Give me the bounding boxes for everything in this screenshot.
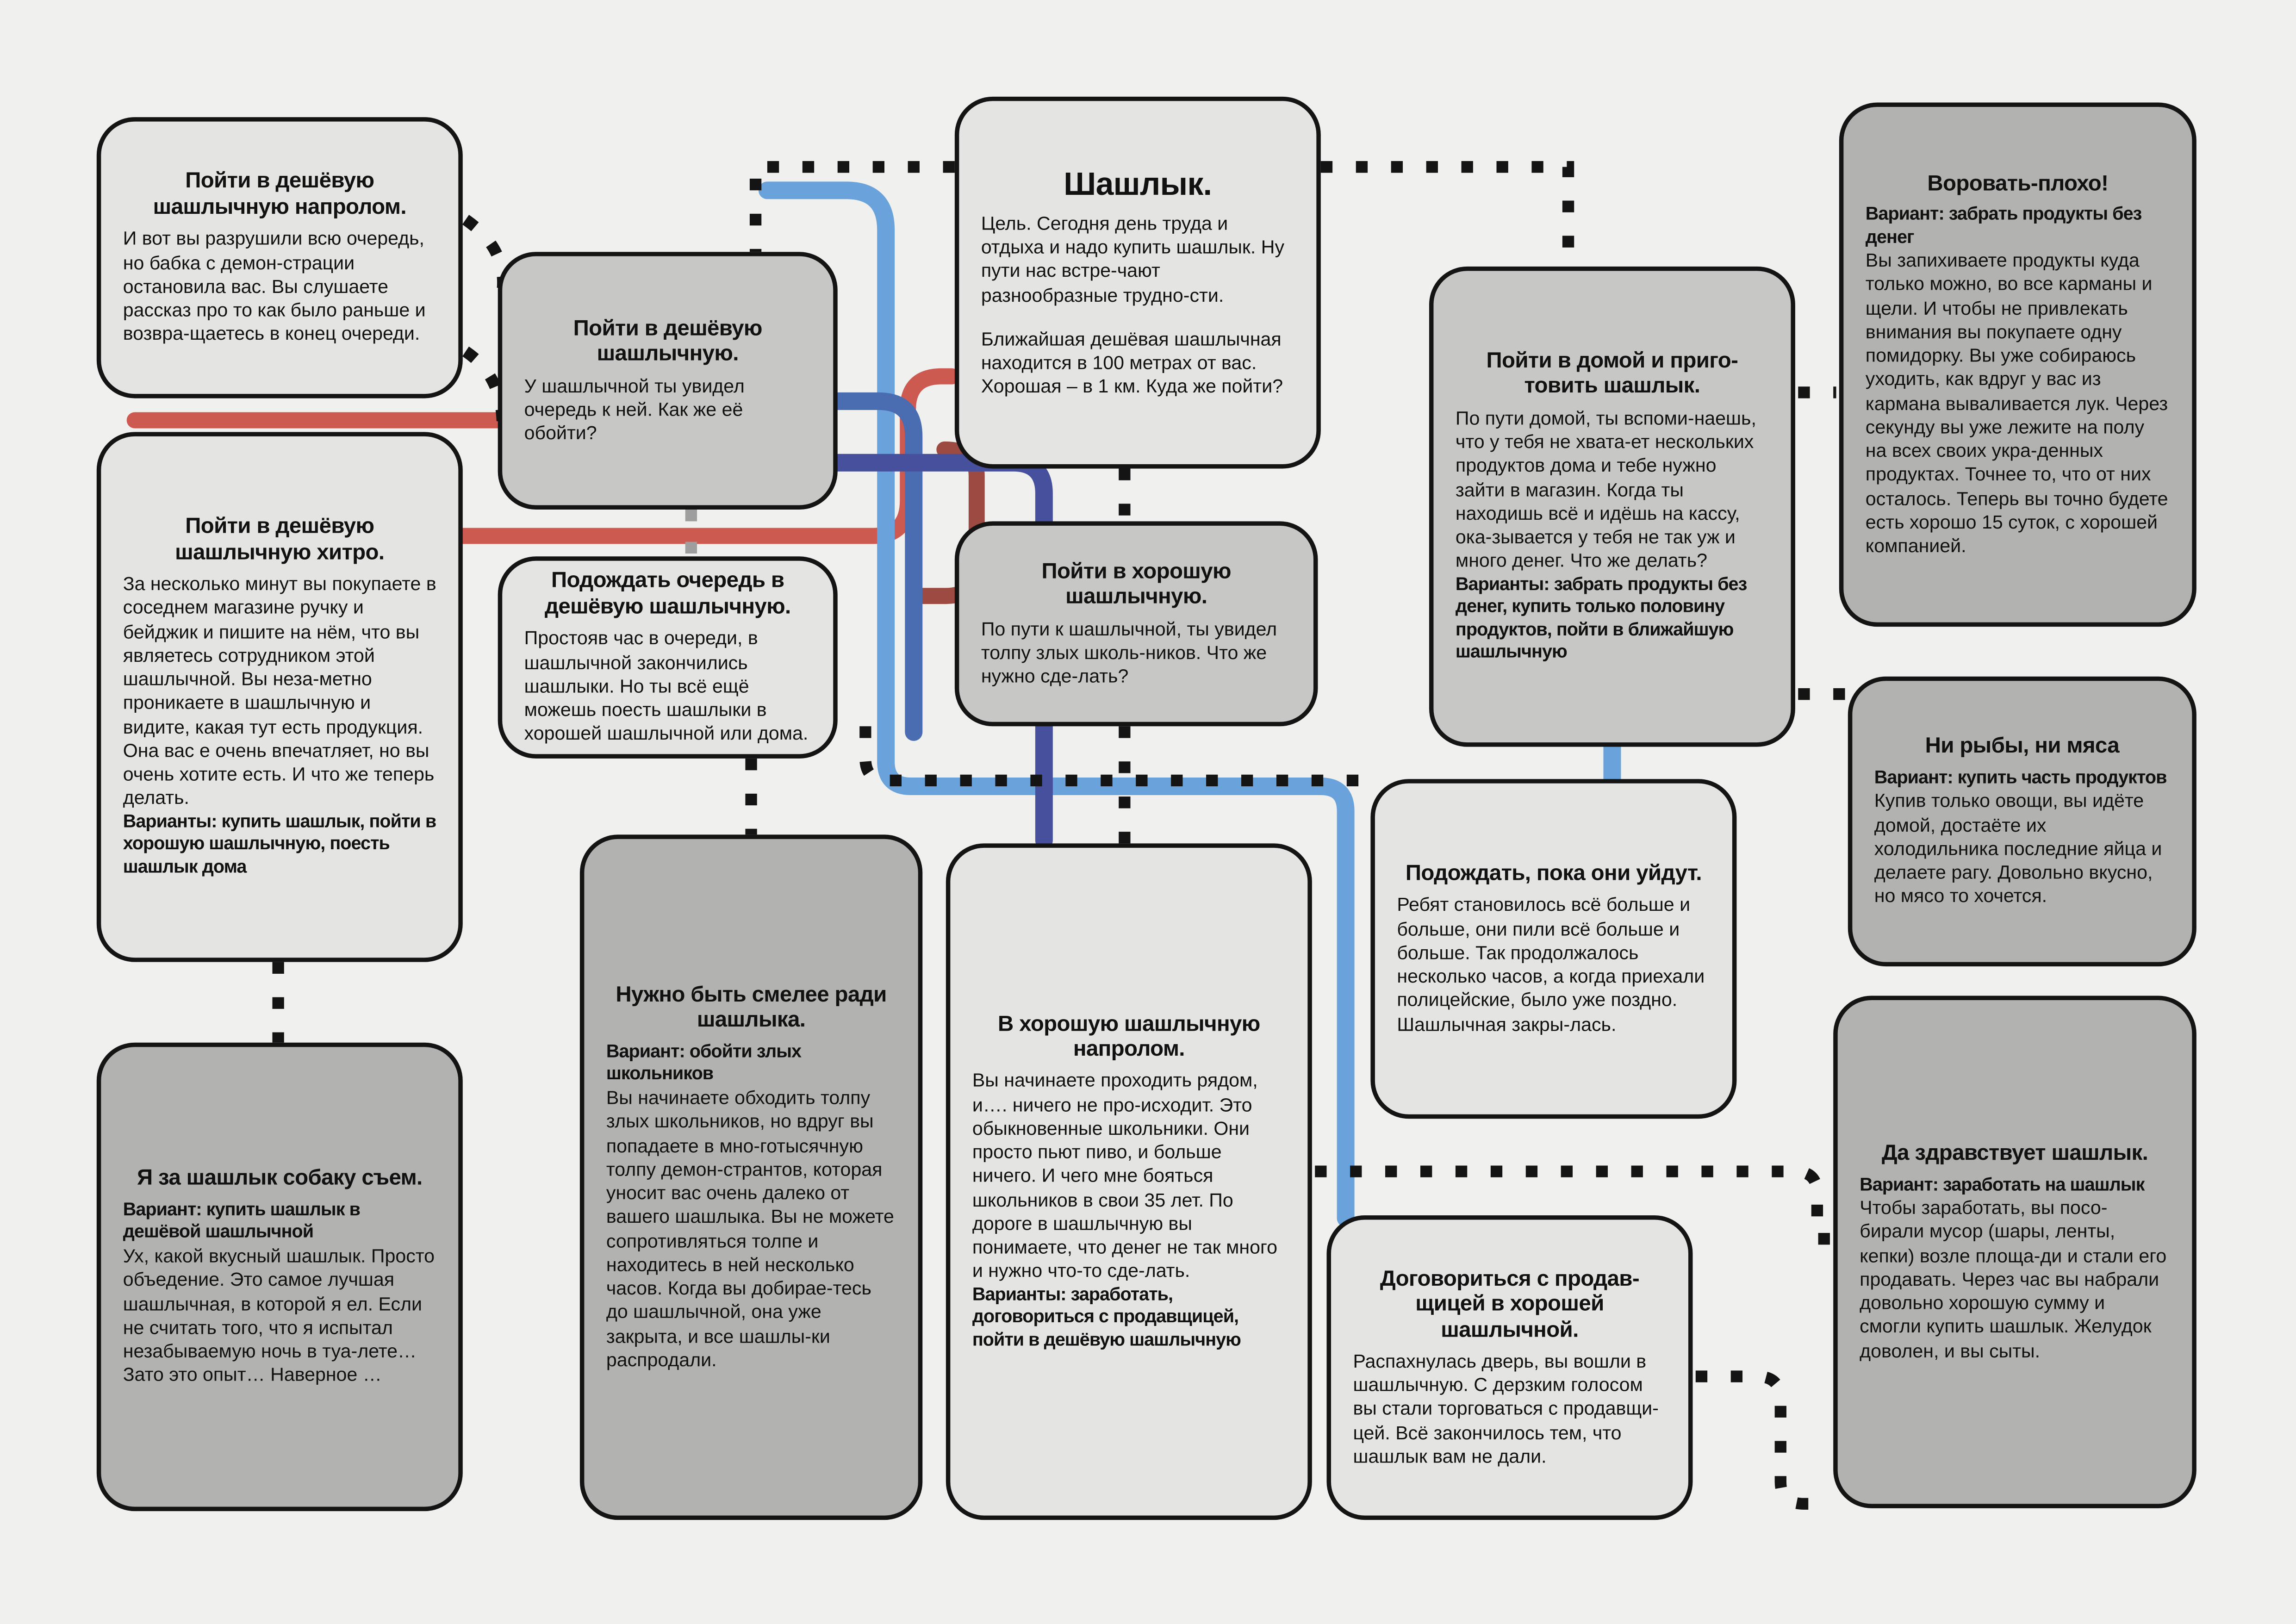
node-title: В хорошую шашлычную напролом.	[998, 1011, 1260, 1062]
node-variant-after: Варианты: забрать продукты без денег, купить только половину продуктов, пойти в ближайшую шашлычную	[1455, 573, 1747, 663]
node-body-2: Ближайшая дешёвая шашлычная находится в 100 метрах от вас. Хорошая – в 1 км. Куда же пойти?	[981, 328, 1283, 398]
node-smelee-radi-shashlyka	[580, 834, 922, 1520]
node-poyti-v-horoshuyu	[955, 521, 1318, 726]
node-ni-ryby-ni-myasa	[1848, 677, 2196, 966]
node-poyti-v-deshevuyu	[498, 252, 838, 510]
node-body: У шашлычной ты увидел очередь к ней. Как же её обойти?	[524, 374, 745, 444]
node-body: Вы начинаете обходить толпу злых школьников, но вдруг вы попадаете в мно-готысячную толпу демон-странтов, которая уносит вас очень далеко от вашего шашлыка. Вы не можете сопротивляться толпе и находитесь в ней несколько часов. Когда вы добирае-тесь до шашлычной, она уже закрыта, и все шашлы-ки распродали.	[606, 1086, 894, 1370]
node-body: По пути домой, ты вспоми-наешь, что у тебя не хвата-ет нескольких продуктов дома и тебе нужно зайти в магазин. Когда ты находишь всё и идёшь на кассу, ока-зывается у тебя не так уж и много денег. Что же делать?	[1455, 406, 1756, 572]
node-body: Ух, какой вкусный шашлык. Просто объедение. Это самое лучшая шашлычная, в которой я ел. Если не считать того, что я испытал незабываемую ночь в туа-лете… Зато это опыт… Наверное …	[123, 1244, 435, 1386]
node-variant: Вариант: заработать на шашлык	[1860, 1173, 2145, 1195]
node-podozhdat-uydut	[1370, 779, 1736, 1119]
node-body: Ребят становилось всё больше и больше, они пили всё больше и больше. Так продолжалось несколько часов, а когда приехали полицейские, было уже поздно. Шашлычная закры-лась.	[1397, 894, 1705, 1035]
node-title: Пойти в дешёвую шашлычную хитро.	[175, 514, 385, 565]
node-sobaku-syem	[97, 1043, 463, 1511]
node-variant: Вариант: купить шашлык в дешёвой шашлычной	[123, 1199, 361, 1243]
node-title: Нужно быть смелее ради шашлыка.	[616, 982, 887, 1033]
node-variant: Вариант: купить часть продуктов	[1874, 767, 2167, 788]
dotted-dogovoritsya-to-dazdravstvuet	[1696, 1376, 1830, 1504]
node-body: Распахнулась дверь, вы вошли в шашлычную. С дерзким голосом вы стали торговаться с продавщи-цей. Всё закончилось тем, что шашлык вам не дали.	[1353, 1350, 1659, 1468]
node-title: Я за шашлык собаку съем.	[137, 1166, 423, 1191]
node-deshevaya-naprolom	[97, 117, 463, 398]
node-title: Воровать-плохо!	[1927, 170, 2109, 196]
node-variant-after: Варианты: заработать, договориться с продавщицей, пойти в дешёвую шашлычную	[972, 1283, 1241, 1350]
node-body: И вот вы разрушили всю очередь, но бабка с демон-страции остановила вас. Вы слушаете рассказ про то как было раньше и возвра-щаетесь в конец очереди.	[123, 227, 426, 345]
node-title: Подождать очередь в дешёвую шашлычную.	[544, 569, 791, 619]
node-body: Простояв час в очереди, в шашлычной закончились шашлыки. Но ты всё ещё можешь поесть шашлыки в хорошей шашлычной или дома.	[524, 627, 809, 745]
node-title: Пойти в дешёвую шашлычную.	[573, 316, 762, 367]
node-body: Чтобы заработать, вы посо-бирали мусор (шары, ленты, кепки) возле площа-ди и стали его продавать. Через час вы набрали довольно хорошую сумму и смогли купить шашлык. Желудок доволен, и вы сыты.	[1860, 1196, 2167, 1362]
node-body: Цель. Сегодня день труда и отдыха и надо купить шашлык. Ну пути нас встре-чают разнообразные трудно-сти.	[981, 212, 1285, 306]
node-body: Вы запихиваете продукты куда только можно, во все карманы и щели. И чтобы не привлекать внимания вы покупаете одну помидорку. Вы уже собираюсь уходить, как вдруг у вас из кармана вываливается лук. Через секунду вы уже лежите на полу на всех своих укра-денных продуктах. Точнее то, что от них осталось. Теперь вы точно будете есть хорошо 15 суток, с хорошей компанией.	[1865, 249, 2168, 557]
dotted-shashlyk-to-deshevuyu	[756, 167, 955, 252]
node-title: Пойти в хорошую шашлычную.	[1041, 559, 1231, 610]
node-variant: Вариант: забрать продукты без денег	[1865, 203, 2142, 247]
node-shashlyk-root	[955, 97, 1321, 469]
node-title: Пойти в дешёвую шашлычную напролом.	[153, 169, 406, 220]
node-vorovat-ploho	[1839, 102, 2196, 627]
node-body: Купив только овощи, вы идёте домой, достаёте их холодильника последние яйца и делаете рагу. Довольно вкусно, но мясо то хочется.	[1874, 790, 2162, 907]
node-title: Пойти в домой и приго-товить шашлык.	[1486, 348, 1738, 399]
node-title: Шашлык.	[1064, 166, 1212, 203]
node-v-horoshuyu-naprolom	[946, 843, 1312, 1520]
node-deshevaya-hitro	[97, 432, 463, 962]
node-domoy-prigotovit	[1429, 267, 1795, 747]
node-da-zdravstvuet-shashlyk	[1833, 996, 2196, 1508]
node-body: По пути к шашлычной, ты увидел толпу злых школь-ников. Что же нужно сде-лать?	[981, 617, 1277, 687]
dotted-shashlyk-to-domoy	[1321, 167, 1568, 267]
node-dogovoritsya-s-prodavshchitsey	[1326, 1215, 1692, 1520]
node-title: Подождать, пока они уйдут.	[1405, 861, 1702, 886]
dotted-arc-naprolom1	[466, 220, 503, 293]
node-title: Договориться с продав-щицей в хорошей шашлычной.	[1380, 1266, 1640, 1342]
node-podozhdat-ochered	[498, 556, 838, 759]
node-title: Ни рыбы, ни мяса	[1925, 734, 2120, 759]
dotted-horoshuyu-to-uydut	[865, 726, 1368, 780]
node-body: Вы начинаете проходить рядом, и…. ничего не про-исходит. Это обыкновенные школьники. Они просто пьют пиво, и больше ничего. И чего мне бояться школьников в свои 35 лет. По дороге в шашлычную вы понимаете, что денег не так много и нужно что-то сде-лать.	[972, 1069, 1278, 1282]
node-body: За несколько минут вы покупаете в соседнем магазине ручку и бейджик и пишите на нём, что вы являетесь сотрудником этой шашлычной. Вы неза-метно проникаете в шашлычную и видите, какая тут есть продукция. Она вас е очень впечатляет, но вы очень хотите есть. И что же теперь делать.	[123, 572, 436, 809]
node-variant: Вариант: обойти злых школьников	[606, 1040, 802, 1084]
node-variant-after: Варианты: купить шашлык, пойти в хорошую шашлычную, поесть шашлык дома	[123, 810, 436, 877]
node-title: Да здравствует шашлык.	[1881, 1141, 2148, 1166]
